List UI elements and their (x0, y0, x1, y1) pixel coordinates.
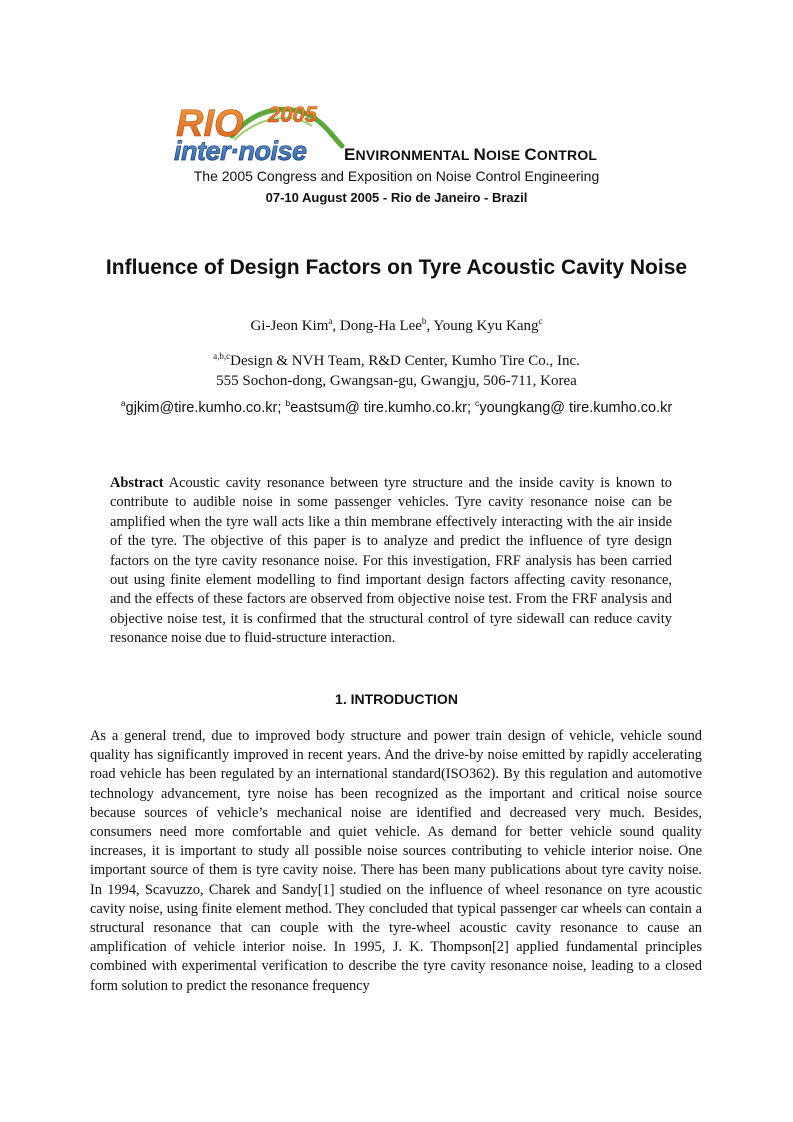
author-sup: b (421, 316, 427, 326)
svg-text:2005: 2005 (268, 102, 317, 127)
paper-title: Influence of Design Factors on Tyre Acoustic Cavity Noise (105, 256, 688, 279)
conference-subtitle: The 2005 Congress and Exposition on Noise Control Engineering (193, 168, 600, 184)
svg-text:inter·noise: inter·noise (174, 136, 307, 166)
author-list: Gi-Jeon Kim$^a$, Dong-Ha Lee$^b$, Young Kyu Kang$^c$ (250, 316, 543, 334)
affiliation-line-1: $^{a,b,c}$Design & NVH Team, R&D Center, Kumho Tire Co., Inc. (213, 351, 580, 369)
abstract-text: Acoustic cavity resonance between tyre structure and the inside cavity is known to contribute to audible noise in some passenger vehicles. Tyre cavity resonance noise can be amplified when the tyre wall acts like a thin membrane effectively interacting with the air inside of the tyre. The objective of this paper is to analyze and predict the influence of tyre design factors on the tyre cavity resonance noise. For this investigation, FRF analysis has been carried out using finite element modelling to find important design factors affecting cavity resonance, and the effects of these factors are observed from objective noise test. From the FRF analysis and objective noise test, it is confirmed that the structural control of tyre sidewall can reduce cavity resonance noise due to fluid-structure interaction. (110, 475, 672, 647)
conference-date: 07-10 August 2005 - Rio de Janeiro - Brazil (265, 190, 528, 205)
abstract (110, 474, 672, 649)
introduction-paragraph: As a general trend, due to improved body structure and power train design of vehicle, vehicle sound quality has significantly improved in recent years. And the drive-by noise emitted by rapidly accelerating road vehicle has been regulated by an international standard(ISO362). By this regulation and automotive technology advancement, tyre noise has been recognized as the important and critical noise source because sources of vehicle’s mechanical noise are identified and decreased very much. Besides, consumers need more comfortable and quiet vehicle. As demand for better vehicle sound quality increases, it is important to study all possible noise sources contributing to vehicle interior noise. One important source of them is tyre cavity noise. There has been many publications about tyre cavity noise. In 1994, Scavuzzo, Charek and Sandy[1] studied on the influence of wheel resonance on tyre acoustic cavity noise, using finite element method. They concluded that typical passenger car wheels can contain a structural resonance that can couple with the tyre-wheel acoustic cavity resonance to cause an amplification of vehicle interior noise. In 1995, J. K. Thompson[2] applied fundamental principles combined with experimental verification to describe the tyre cavity resonance noise, leading to a closed form solution to predict the resonance frequency (90, 728, 702, 994)
author-sup: c (538, 316, 543, 326)
email-link[interactable]: eastsum@ tire.kumho.co.kr (290, 400, 467, 416)
section-heading: 1. INTRODUCTION (335, 691, 458, 707)
author-sup: a (328, 316, 333, 326)
internoise-logo-icon (172, 96, 347, 166)
svg-text:RIO: RIO (176, 103, 244, 145)
author-emails: $^a$gjkim@tire.kumho.co.kr; $^b$eastsum@ tire.kumho.co.kr; $^c$youngkang@ tire.kumho.co.kr (120, 398, 673, 416)
abstract-label: Abstract (110, 475, 164, 491)
email-link[interactable]: gjkim@tire.kumho.co.kr (125, 400, 278, 416)
affiliation-line-2: 555 Sochon-dong, Gwangsan-gu, Gwangju, 506-711, Korea (216, 373, 577, 389)
conference-name: ENVIRONMENTAL NOISE CONTROL (344, 145, 598, 164)
author-name: Dong-Ha Lee (339, 318, 422, 334)
author-name: Young Kyu Kang (433, 318, 539, 334)
email-link[interactable]: youngkang@ tire.kumho.co.kr (479, 400, 673, 416)
author-name: Gi-Jeon Kim (250, 318, 329, 334)
internoise-logo (172, 96, 347, 166)
